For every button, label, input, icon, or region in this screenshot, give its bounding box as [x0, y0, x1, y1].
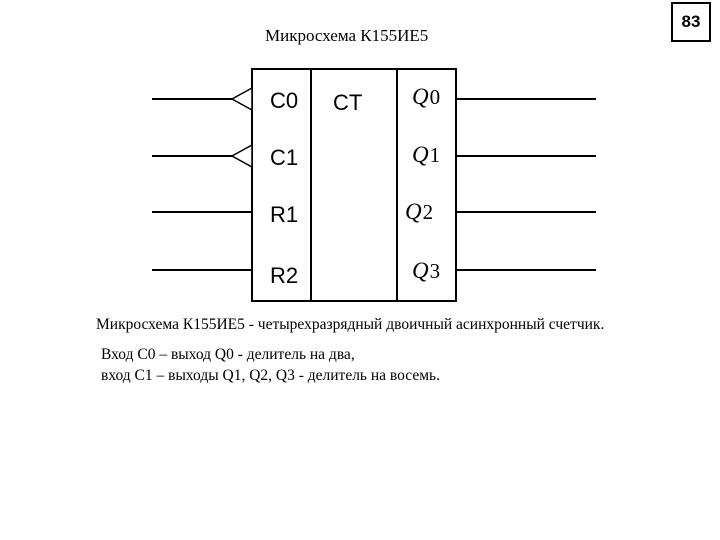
description-line-3: вход С1 – выходы Q1, Q2, Q3 - делитель на восемь. [101, 367, 440, 384]
output-pin-q3 [412, 258, 596, 283]
input-pin-r1 [152, 202, 298, 227]
input-label: C0 [270, 88, 299, 113]
output-pin-q1 [412, 142, 596, 167]
clock-triangle-icon [232, 145, 252, 167]
output-label: Q1 [412, 142, 441, 167]
input-pin-c0 [152, 88, 298, 113]
output-label: Q2 [405, 199, 434, 224]
description-line-1: Микросхема К155ИЕ5 - четырехразрядный двоичный асинхронный счетчик. [96, 316, 605, 333]
clock-triangle-icon [232, 88, 252, 110]
output-pin-q2 [405, 199, 596, 224]
input-label: R1 [270, 202, 299, 227]
output-label: Q0 [412, 84, 441, 109]
output-pin-q0 [412, 84, 596, 109]
counter-label: CT [333, 90, 363, 115]
output-label: Q3 [412, 258, 441, 283]
page-number: 83 [681, 12, 701, 31]
page-title: Микросхема К155ИЕ5 [265, 26, 429, 45]
input-pin-c1 [152, 145, 298, 170]
input-pin-r2 [152, 263, 298, 288]
input-label: R2 [270, 263, 299, 288]
input-label: C1 [270, 145, 299, 170]
description-line-2: Вход С0 – выход Q0 - делитель на два, [101, 346, 355, 363]
